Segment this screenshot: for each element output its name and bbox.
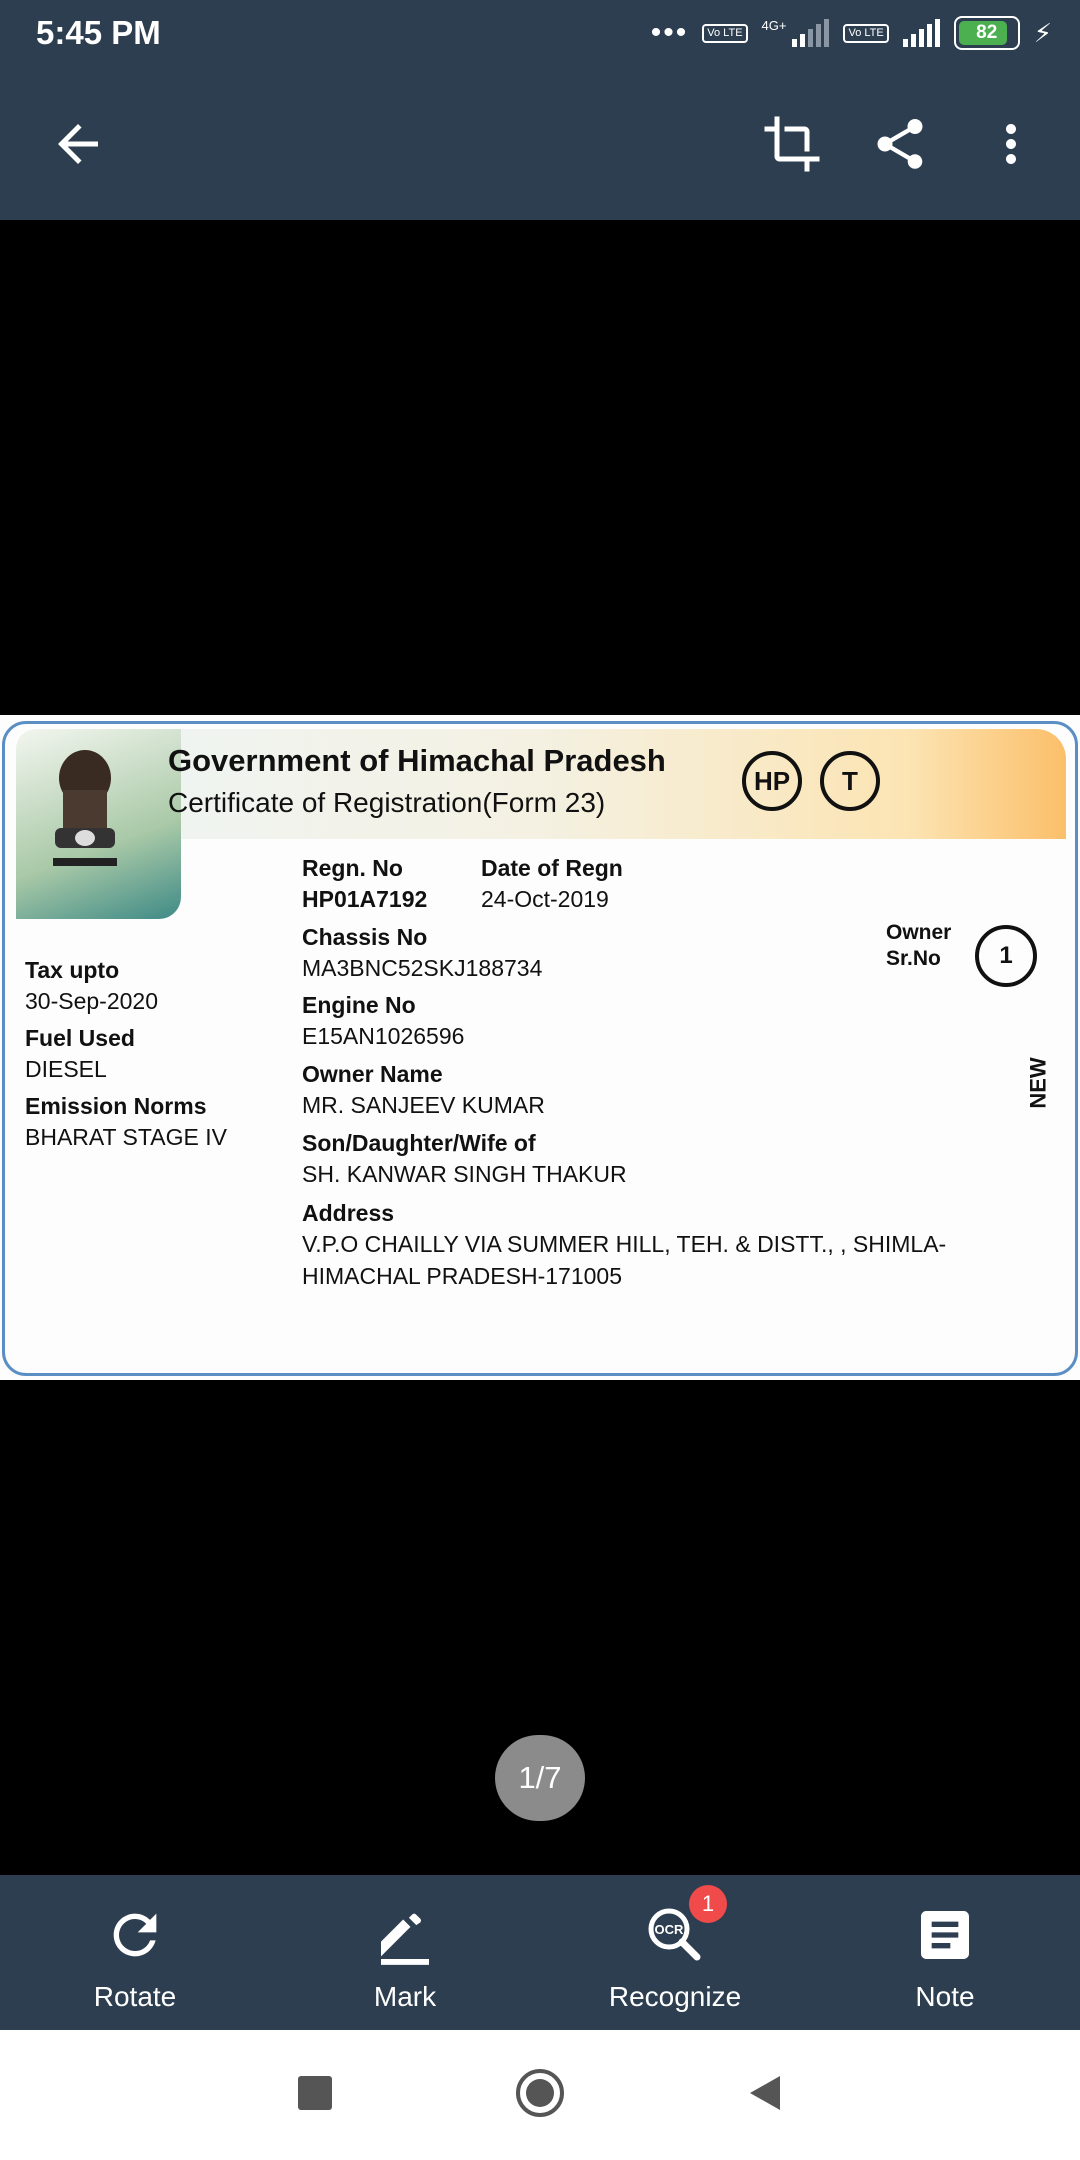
owner-sr-label-2: Sr.No	[886, 947, 941, 970]
address-line-1: V.P.O CHAILLY VIA SUMMER HILL, TEH. & DISTT., , SHIMLA-	[302, 1231, 947, 1257]
emission-label: Emission Norms	[25, 1093, 207, 1119]
owner-name-label: Owner Name	[302, 1061, 443, 1087]
rotate-icon	[103, 1903, 167, 1967]
battery-level: 82	[976, 22, 998, 43]
fuel-label: Fuel Used	[25, 1025, 135, 1051]
share-icon[interactable]	[870, 114, 930, 174]
owner-sr-badge: 1	[975, 925, 1037, 987]
t-badge: T	[820, 751, 880, 811]
chassis-label: Chassis No	[302, 924, 428, 950]
pen-icon	[373, 1903, 437, 1967]
signal-icon	[792, 19, 829, 47]
recognize-label: Recognize	[608, 1981, 742, 2012]
back-nav-icon[interactable]	[746, 2074, 784, 2117]
mark-button[interactable]	[270, 1875, 540, 2030]
signal-icon-2	[903, 19, 940, 47]
date-of-regn-label: Date of Regn	[481, 855, 623, 881]
regn-no-value: HP01A7192	[302, 886, 428, 912]
relation-value: SH. KANWAR SINGH THAKUR	[302, 1161, 627, 1187]
owner-name-value: MR. SANJEEV KUMAR	[302, 1092, 545, 1118]
network-type: 4G+	[761, 18, 787, 33]
page-indicator: 1/7	[495, 1735, 585, 1821]
volte-icon: Vo LTE	[702, 24, 747, 43]
mark-label: Mark	[373, 1981, 437, 2012]
bottom-toolbar	[0, 1875, 1080, 2030]
fuel-value: DIESEL	[25, 1056, 107, 1082]
rotate-label: Rotate	[93, 1981, 177, 2012]
new-stamp: NEW	[1025, 1057, 1051, 1109]
status-time: 5:45 PM	[36, 14, 161, 51]
engine-value: E15AN1026596	[302, 1023, 465, 1049]
volte-icon-2: Vo LTE	[843, 24, 888, 43]
back-icon[interactable]	[48, 114, 108, 174]
more-notifications-icon: •••	[650, 16, 689, 49]
owner-sr-label-1: Owner	[886, 921, 952, 944]
regn-no-label: Regn. No	[302, 855, 403, 881]
tax-label: Tax upto	[25, 957, 120, 983]
address-label: Address	[302, 1200, 395, 1226]
home-icon[interactable]	[514, 2067, 566, 2124]
note-icon	[913, 1903, 977, 1967]
more-vertical-icon[interactable]	[981, 114, 1041, 174]
tax-value: 30-Sep-2020	[25, 988, 158, 1014]
note-label: Note	[915, 1981, 975, 2012]
relation-label: Son/Daughter/Wife of	[302, 1130, 536, 1156]
crop-icon[interactable]	[762, 114, 822, 174]
hp-badge: HP	[742, 751, 802, 811]
date-of-regn-value: 24-Oct-2019	[481, 886, 609, 912]
recents-icon[interactable]	[296, 2074, 334, 2117]
recognize-button[interactable]	[540, 1875, 810, 2030]
document-image[interactable]	[0, 715, 1080, 1380]
battery-icon	[954, 16, 1020, 50]
system-nav-bar	[0, 2030, 1080, 2160]
document-subtitle: Certificate of Registration(Form 23)	[168, 787, 606, 818]
engine-label: Engine No	[302, 992, 416, 1018]
emission-value: BHARAT STAGE IV	[25, 1124, 227, 1150]
ocr-label: OCR	[654, 1922, 684, 1937]
document-title: Government of Himachal Pradesh	[168, 743, 666, 778]
recognize-badge: 1	[689, 1885, 727, 1923]
status-icons	[651, 16, 1052, 50]
rotate-button[interactable]	[0, 1875, 270, 2030]
document-border	[2, 721, 1078, 1376]
address-line-2: HIMACHAL PRADESH-171005	[302, 1263, 622, 1289]
app-bar	[0, 66, 1080, 220]
chassis-value: MA3BNC52SKJ188734	[302, 955, 543, 981]
status-bar	[0, 0, 1080, 66]
charging-icon: ⚡	[1033, 17, 1052, 48]
note-button[interactable]	[810, 1875, 1080, 2030]
